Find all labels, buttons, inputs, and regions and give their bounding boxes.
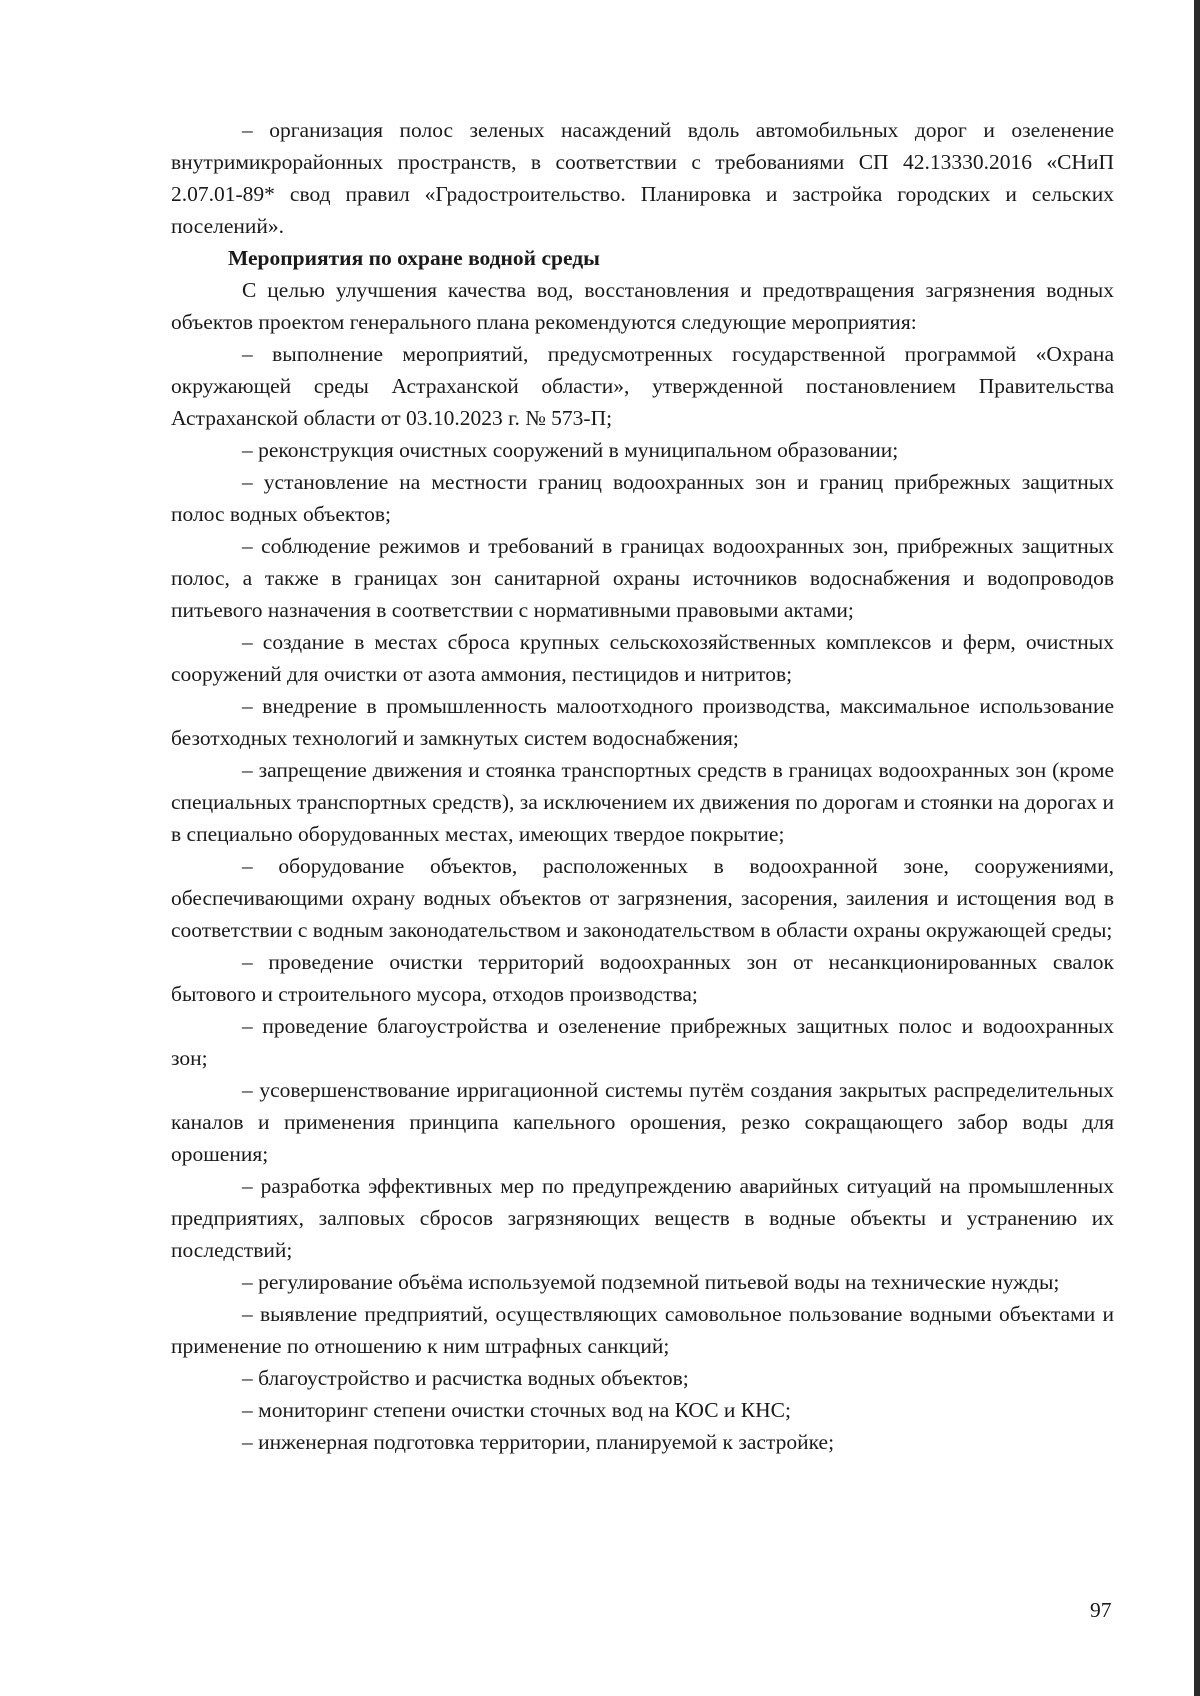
- list-item: – создание в местах сброса крупных сельскохозяйственных комплексов и ферм, очистных сооружений для очистки от азота аммония, пестицидов и нитритов;: [171, 630, 1114, 686]
- list-item: – усовершенствование ирригационной системы путём создания закрытых распределительных каналов и применения принципа капельного орошения, резко сокращающего забор воды для орошения;: [171, 1078, 1114, 1166]
- page-edge-divider: [1194, 0, 1200, 1696]
- list-item: – разработка эффективных мер по предупреждению аварийных ситуаций на промышленных предприятиях, залповых сбросов загрязняющих веществ в водные объекты и устранению их последствий;: [171, 1174, 1114, 1262]
- list-item: – регулирование объёма используемой подземной питьевой воды на технические нужды;: [242, 1270, 1060, 1294]
- list-item: – проведение благоустройства и озеленение прибрежных защитных полос и водоохранных зон;: [171, 1014, 1114, 1070]
- list-item: – выявление предприятий, осуществляющих самовольное пользование водными объектами и применение по отношению к ним штрафных санкций;: [171, 1302, 1114, 1358]
- list-item: – внедрение в промышленность малоотходного производства, максимальное использование безотходных технологий и замкнутых систем водоснабжения;: [171, 694, 1114, 750]
- list-item: – благоустройство и расчистка водных объектов;: [242, 1366, 689, 1390]
- list-item: – мониторинг степени очистки сточных вод на КОС и КНС;: [242, 1398, 791, 1422]
- section-heading: Мероприятия по охране водной среды: [228, 246, 600, 270]
- document-body: [171, 114, 1114, 1458]
- list-item: – оборудование объектов, расположенных в водоохранной зоне, сооружениями, обеспечивающими охрану водных объектов от загрязнения, засорения, заиления и истощения вод в соответствии с водным законодательством и законодательством в области охраны окружающей среды;: [171, 854, 1114, 942]
- list-item: – соблюдение режимов и требований в границах водоохранных зон, прибрежных защитных полос, а также в границах зон санитарной охраны источников водоснабжения и водопроводов питьевого назначения в соответствии с нормативными правовыми актами;: [171, 534, 1114, 622]
- list-item: – выполнение мероприятий, предусмотренных государственной программой «Охрана окружающей среды Астраханской области», утвержденной постановлением Правительства Астраханской области от 03.10.2023 г. № 573-П;: [171, 342, 1114, 430]
- list-item: – реконструкция очистных сооружений в муниципальном образовании;: [242, 438, 899, 462]
- intro-list-item: – организация полос зеленых насаждений вдоль автомобильных дорог и озеленение внутримикрорайонных пространств, в соответствии с требованиями СП 42.13330.2016 «СНиП 2.07.01-89* свод правил «Градостроительство. Планировка и застройка городских и сельских поселений».: [171, 118, 1114, 238]
- list-item: – запрещение движения и стоянка транспортных средств в границах водоохранных зон (кроме специальных транспортных средств), за исключением их движения по дорогам и стоянки на дорогах и в специально оборудованных местах, имеющих твердое покрытие;: [171, 758, 1114, 846]
- list-item: – инженерная подготовка территории, планируемой к застройке;: [242, 1430, 835, 1454]
- page-number: 97: [1090, 1598, 1112, 1622]
- section-intro-paragraph: С целью улучшения качества вод, восстановления и предотвращения загрязнения водных объектов проектом генерального плана рекомендуются следующие мероприятия:: [171, 278, 1114, 334]
- list-item: – проведение очистки территорий водоохранных зон от несанкционированных свалок бытового и строительного мусора, отходов производства;: [171, 950, 1114, 1006]
- list-item: – установление на местности границ водоохранных зон и границ прибрежных защитных полос водных объектов;: [171, 470, 1114, 526]
